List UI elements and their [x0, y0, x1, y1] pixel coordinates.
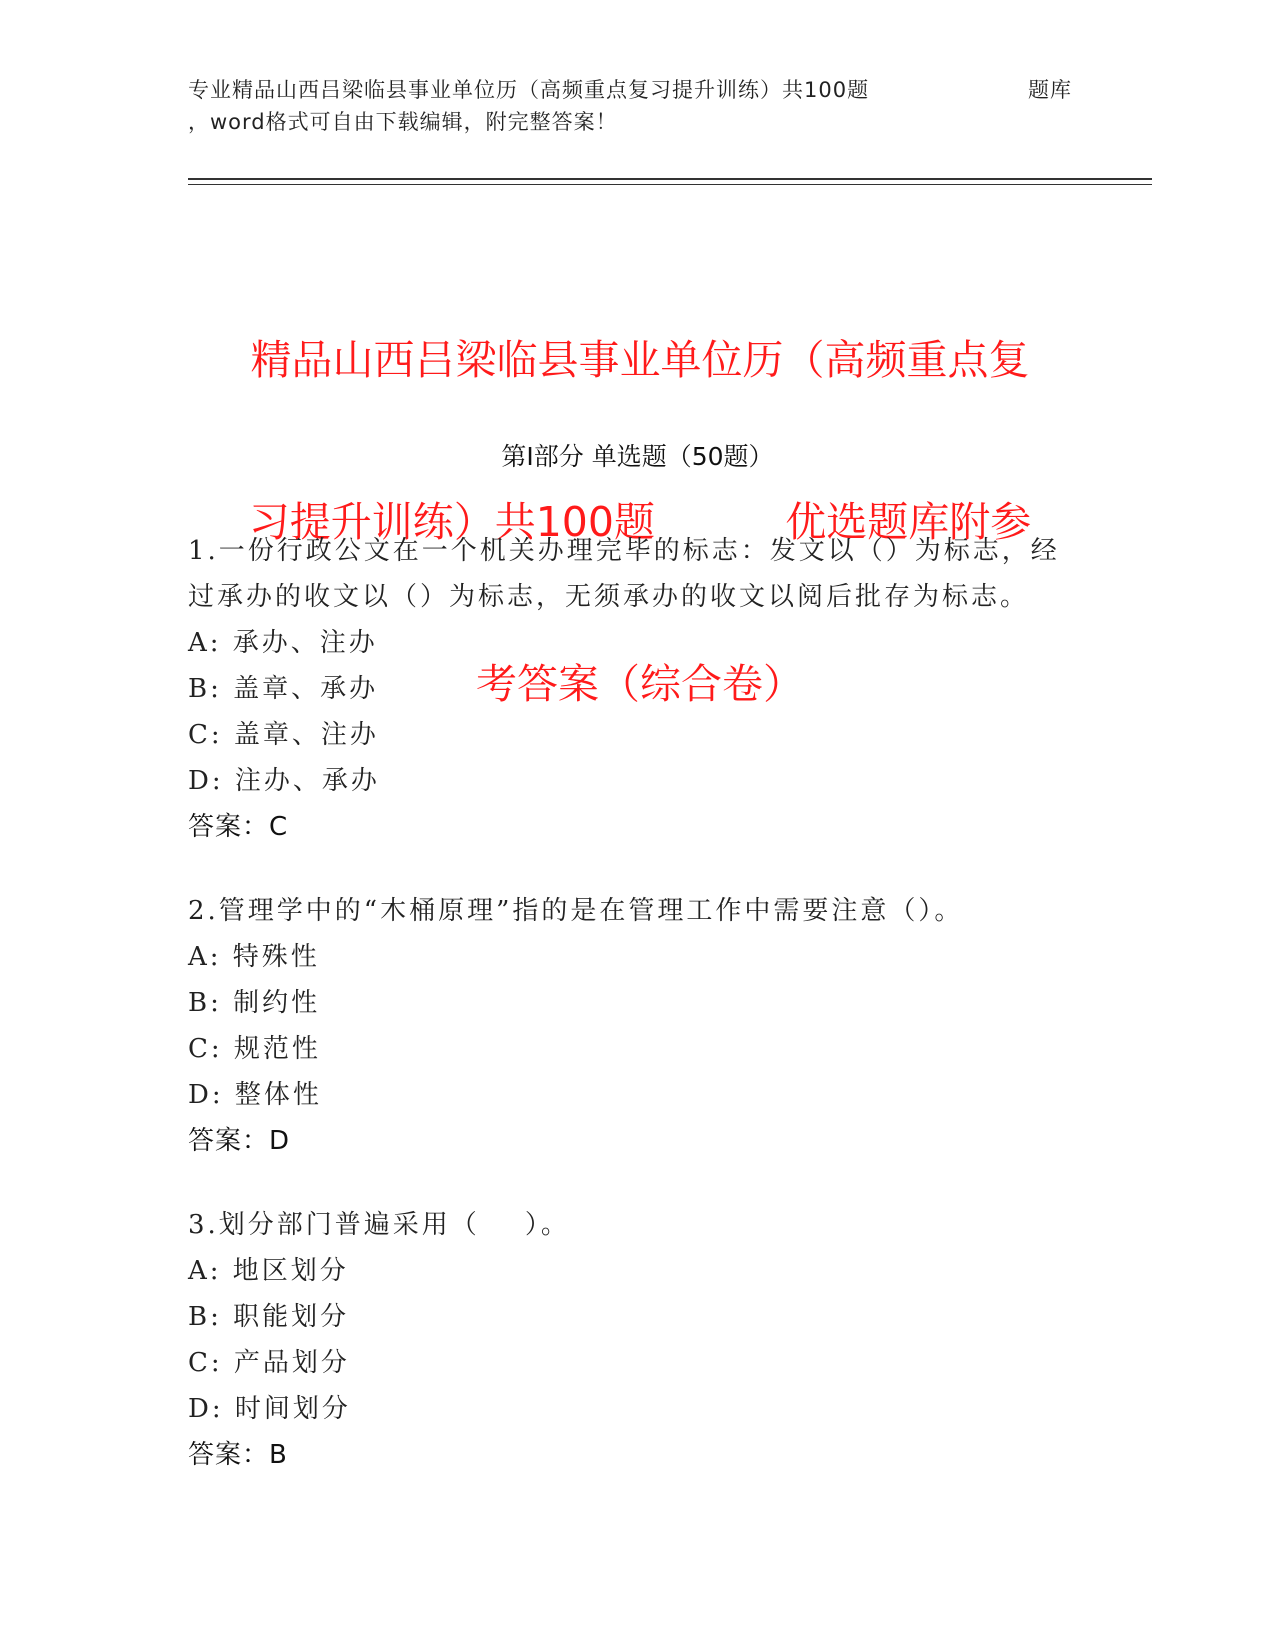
option-d: D: 时间划分: [188, 1394, 351, 1424]
question-stem: 2.管理学中的“木桶原理”指的是在管理工作中需要注意（）。: [188, 896, 964, 926]
option-a: A: 承办、注办: [188, 628, 378, 658]
option-b: B: 盖章、承办: [188, 674, 379, 704]
header-line-2: ，word格式可自由下载编辑，附完整答案！: [188, 110, 618, 134]
question-stem: 1.一份行政公文在一个机关办理完毕的标志：发文以（）为标志，经: [188, 536, 1060, 566]
title-line-1: 精品山西吕梁临县事业单位历（高频重点复: [250, 336, 1030, 384]
header-doc-title: 专业精品山西吕梁临县事业单位历（高频重点复习提升训练）共100题: [188, 78, 870, 102]
option-d: D: 注办、承办: [188, 766, 380, 796]
header-divider-thin: [188, 184, 1152, 185]
answer-line: 答案：C: [188, 812, 289, 842]
question-item: [188, 888, 1068, 1164]
page-header: [188, 74, 1088, 138]
question-stem: 3.划分部门普遍采用（ ）。: [188, 1210, 570, 1240]
option-a: A: 特殊性: [188, 942, 320, 972]
option-b: B: 制约性: [188, 988, 321, 1018]
option-c: C: 规范性: [188, 1034, 321, 1064]
header-line-1: [188, 74, 1088, 106]
option-a: A: 地区划分: [188, 1256, 349, 1286]
section-heading: 第I部分 单选题（50题）: [501, 442, 774, 471]
option-b: B: 职能划分: [188, 1302, 350, 1332]
answer-line: 答案：D: [188, 1126, 291, 1156]
title-line-2: 习提升训练）共100题 优选题库附参: [248, 498, 1032, 546]
question-item: [188, 1202, 1068, 1478]
question-stem-continued: 过承办的收文以（）为标志，无须承办的收文以阅后批存为标志。: [188, 582, 1030, 612]
question-item: [188, 528, 1068, 850]
title-line-3: 考答案（综合卷）: [476, 660, 804, 708]
header-tag: 题库: [1028, 78, 1072, 102]
option-c: C: 盖章、注办: [188, 720, 379, 750]
header-divider-thick: [188, 178, 1152, 180]
option-c: C: 产品划分: [188, 1348, 350, 1378]
answer-line: 答案：B: [188, 1440, 288, 1470]
option-d: D: 整体性: [188, 1080, 322, 1110]
question-list: [188, 528, 1068, 1516]
